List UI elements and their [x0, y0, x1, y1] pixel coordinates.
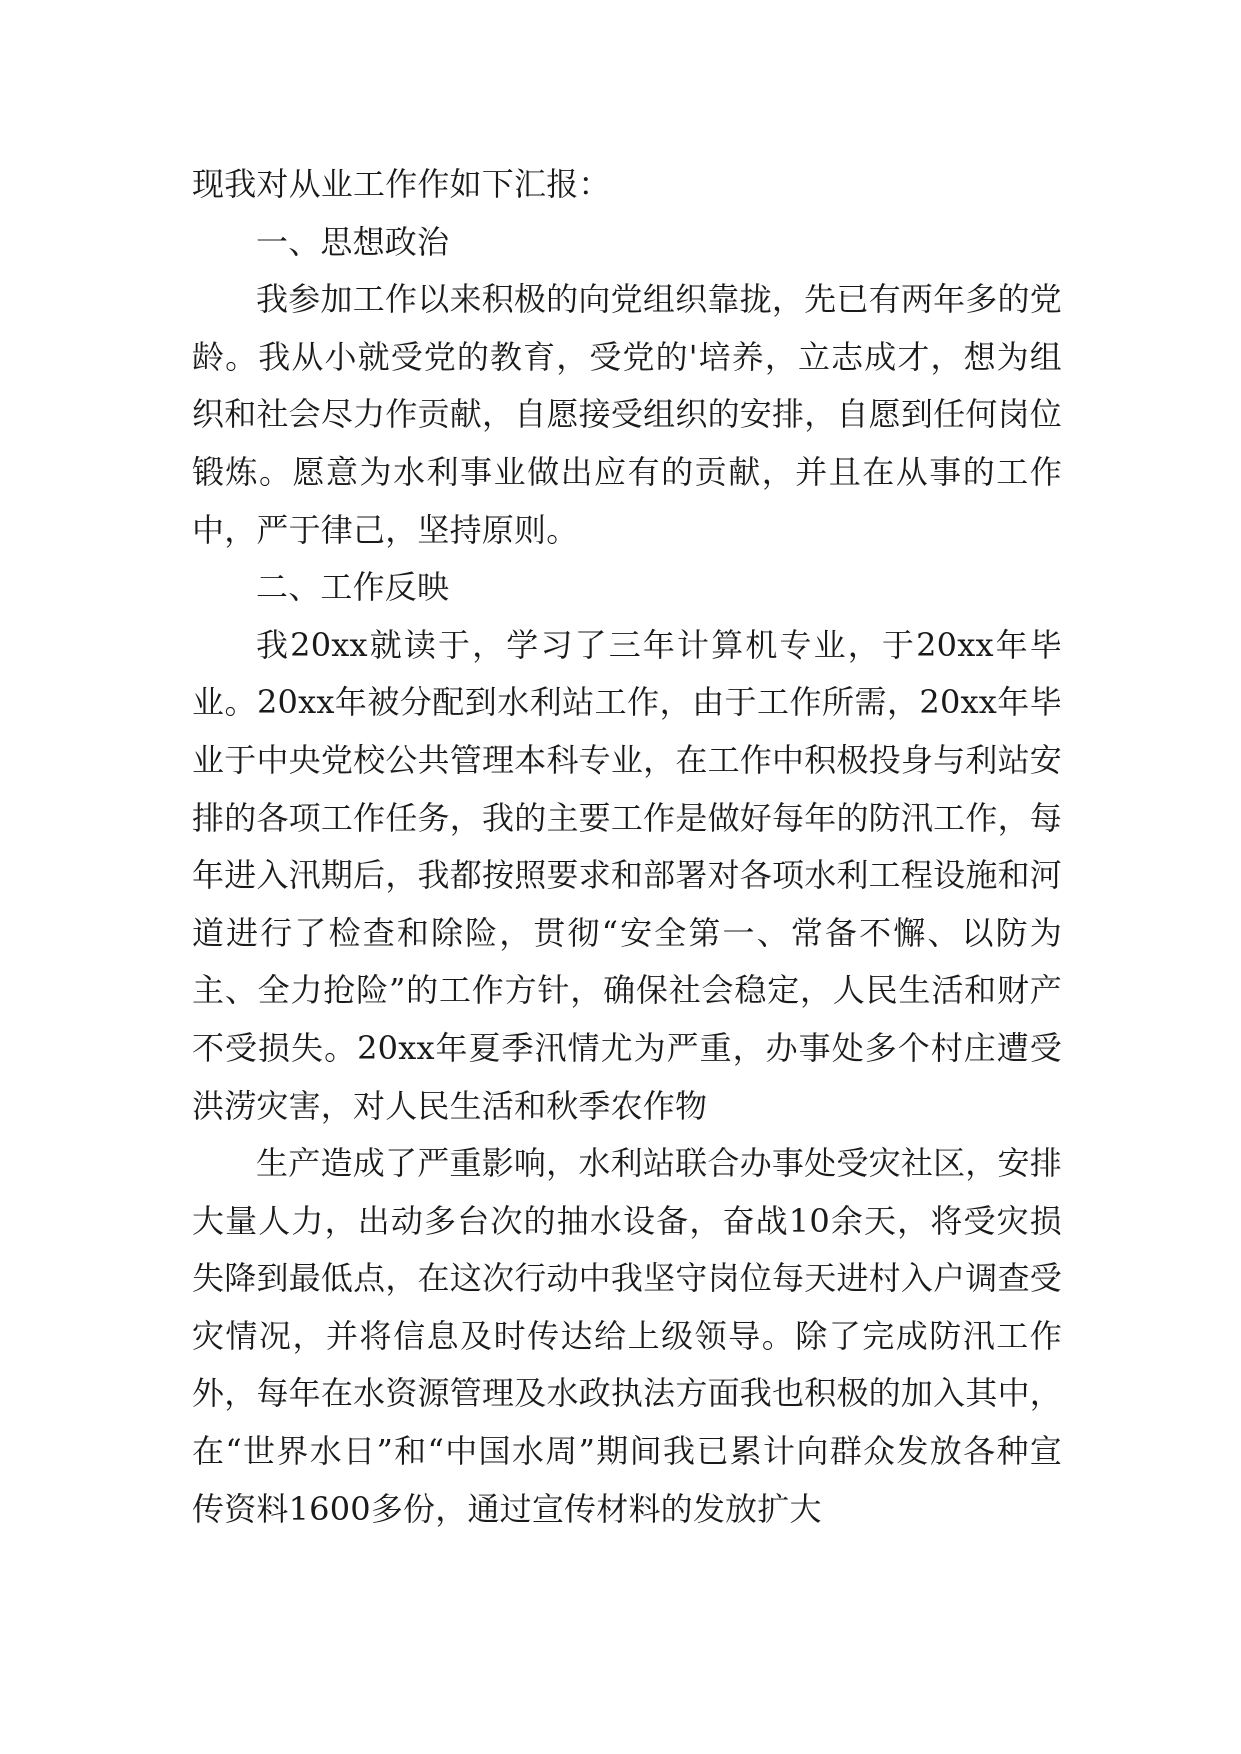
- section-heading-ideology: 一、思想政治: [256, 222, 450, 261]
- paragraph-ideology: 我参加工作以来积极的向党组织靠拢，先已有两年多的党龄。我从小就受党的教育，受党的'培养，立志成才，想为组织和社会尽力作贡献，自愿接受组织的安排，自愿到任何岗位锻炼。愿意为水利事业做出应有的贡献，并且在从事的工作中，严于律己，坚持原则。: [192, 280, 1062, 549]
- paragraph-work-1: 我20xx就读于，学习了三年计算机专业，于20xx年毕业。20xx年被分配到水利站工作，由于工作所需，20xx年毕业于中央党校公共管理本科专业，在工作中积极投身与利站安排的各项工作任务，我的主要工作是做好每年的防汛工作，每年进入汛期后，我都按照要求和部署对各项水利工程设施和河道进行了检查和除险，贯彻“安全第一、常备不懈、以防为主、全力抢险”的工作方针，确保社会稳定，人民生活和财产不受损失。20xx年夏季汛情尤为严重，办事处多个村庄遭受洪涝灾害，对人民生活和秋季农作物: [192, 625, 1062, 1125]
- paragraph-work-2: 生产造成了严重影响，水利站联合办事处受灾社区，安排大量人力，出动多台次的抽水设备，奋战10余天，将受灾损失降到最低点，在这次行动中我坚守岗位每天进村入户调查受灾情况，并将信息及时传达给上级领导。除了完成防汛工作外，每年在水资源管理及水政执法方面我也积极的加入其中，在“世界水日”和“中国水周”期间我已累计向群众发放各种宣传资料1600多份，通过宣传材料的发放扩大: [192, 1144, 1062, 1528]
- report-intro: 现我对从业工作作如下汇报：: [192, 165, 611, 203]
- document-body: [192, 156, 1062, 1538]
- section-heading-work: 二、工作反映: [256, 568, 450, 607]
